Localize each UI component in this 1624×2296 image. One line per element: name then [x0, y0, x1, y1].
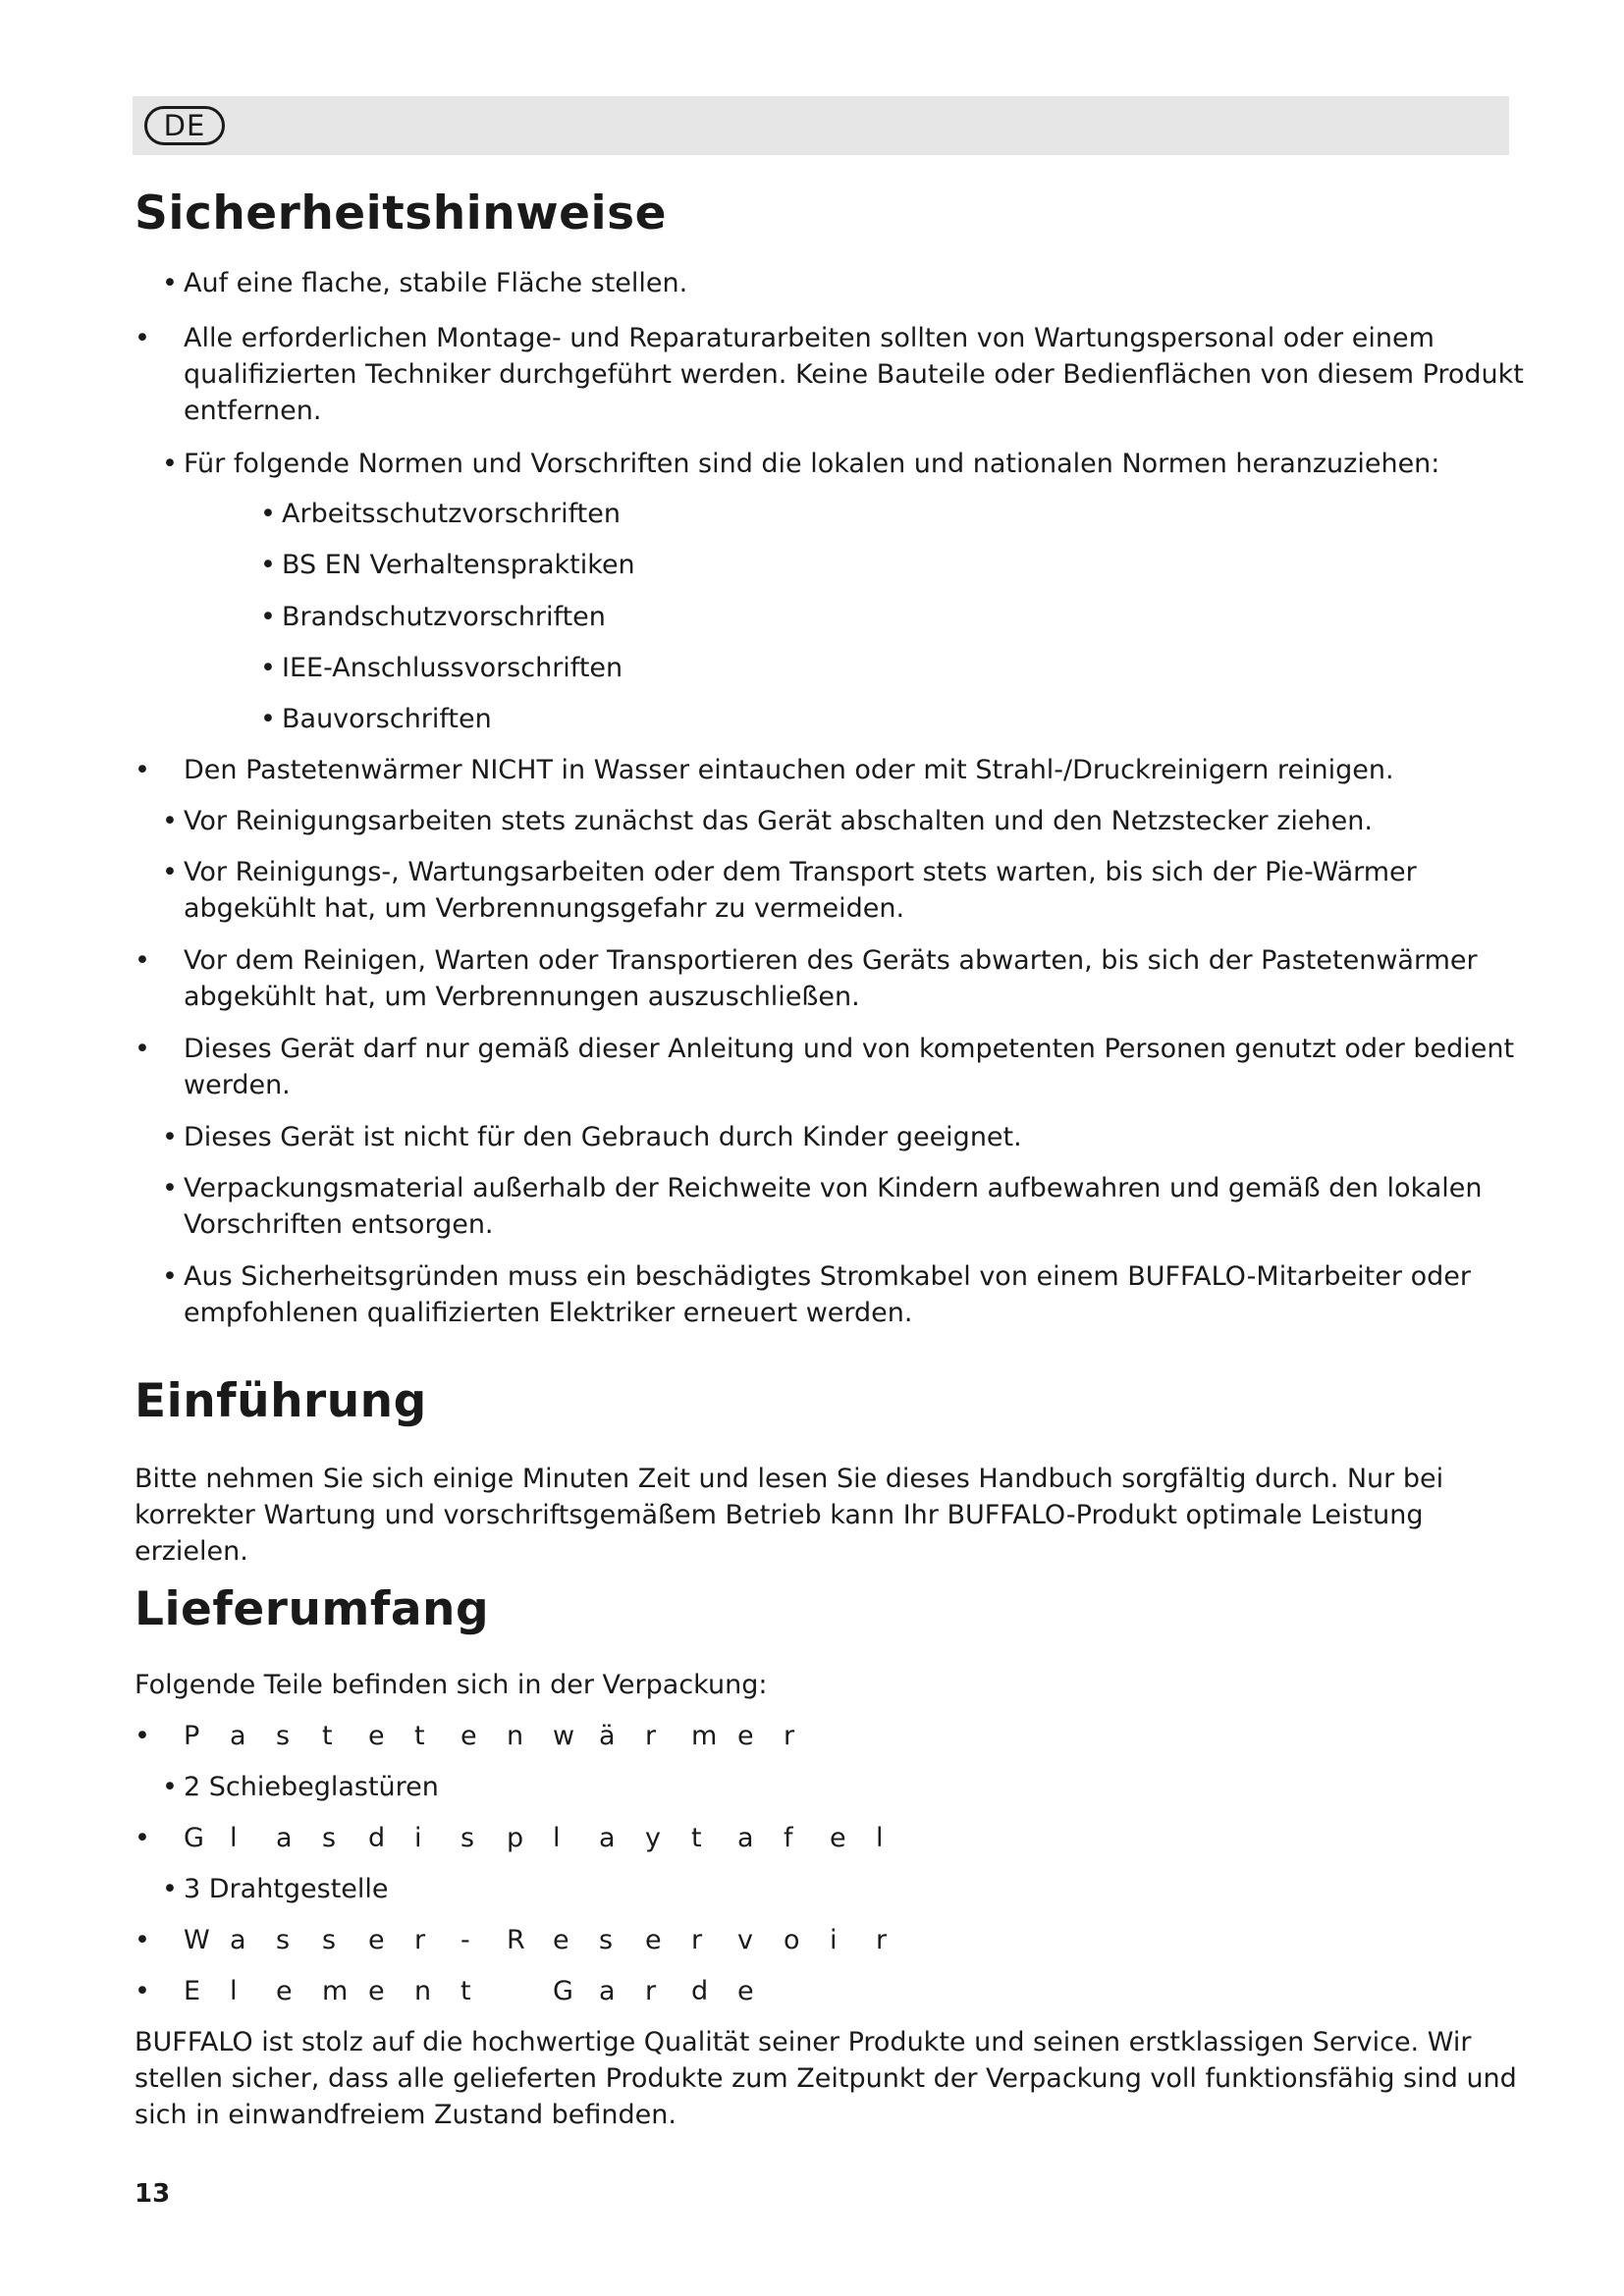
spaced-letter: W [184, 1925, 210, 1955]
contents-item-text: 3 Drahtgestelle [184, 1874, 389, 1904]
safety-sub-item [233, 599, 606, 635]
bullet: • [135, 1823, 150, 1853]
safety-item [135, 1119, 1022, 1155]
spaced-letter: e [737, 1976, 754, 2006]
safety-item [135, 1170, 1489, 1243]
spaced-letter: s [276, 1721, 291, 1751]
safety-sub-item-text: Arbeitsschutzvorschriften [282, 499, 621, 529]
spaced-letter: e [368, 1976, 385, 2006]
intro-paragraph: Bitte nehmen Sie sich einige Minuten Zeit und lesen Sie dieses Handbuch sorgfältig durch. Nur bei korrekter Wartung und vorschriftsgemäßem Betrieb kann Ihr BUFFALO-Produkt optimale Leistung erzielen. [135, 1464, 1444, 1567]
safety-item-text: Vor Reinigungs-, Wartungsarbeiten oder dem Transport stets warten, bis sich der Pie-Wärmer abgekühlt hat, um Verbrennungsgefahr zu vermeiden. [184, 857, 1417, 924]
contents-lead: Folgende Teile befinden sich in der Verpackung: [135, 1670, 768, 1700]
spaced-letter: t [414, 1721, 425, 1751]
language-badge: DE [144, 106, 225, 145]
bullet: • [162, 1261, 178, 1292]
spaced-letter: n [507, 1721, 524, 1751]
language-bar [133, 96, 1509, 155]
spaced-letter: a [276, 1823, 293, 1853]
spaced-letter: R [507, 1925, 525, 1955]
safety-sub-item-text: Brandschutzvorschriften [282, 602, 606, 632]
spaced-letter: i [414, 1823, 422, 1853]
bullet: • [260, 602, 276, 632]
bullet: • [135, 323, 150, 353]
spaced-letter: a [230, 1925, 246, 1955]
bullet: • [162, 1173, 178, 1203]
bullet: • [135, 1721, 150, 1751]
spaced-letter: f [784, 1823, 793, 1853]
bullet: • [135, 945, 150, 976]
spaced-letter: - [460, 1925, 470, 1955]
contents-item [135, 1973, 784, 2009]
spaced-letter: r [784, 1721, 795, 1751]
spaced-letter: a [230, 1721, 246, 1751]
spaced-letter: e [737, 1721, 754, 1751]
safety-item-text: Vor Reinigungsarbeiten stets zunächst das Gerät abschalten und den Netzstecker ziehen. [184, 806, 1373, 836]
safety-sub-item [233, 650, 623, 686]
spaced-letter: r [691, 1925, 703, 1955]
spaced-letter: l [230, 1823, 238, 1853]
spaced-letter: a [599, 1976, 616, 2006]
spaced-letter: p [507, 1823, 524, 1853]
spaced-letter: P [184, 1721, 200, 1751]
spaced-letter: r [645, 1976, 657, 2006]
bullet: • [135, 1976, 150, 2006]
spaced-letter: e [830, 1823, 846, 1853]
contents-item-text [184, 1922, 922, 1958]
safety-item [135, 320, 1568, 429]
contents-item-text [184, 1820, 922, 1856]
bullet: • [162, 1122, 178, 1152]
spaced-letter: l [553, 1823, 561, 1853]
spaced-letter: s [276, 1925, 291, 1955]
safety-item [135, 942, 1509, 1015]
spaced-letter [507, 1973, 553, 2009]
spaced-letter: a [737, 1823, 754, 1853]
safety-item-text: Alle erforderlichen Montage- und Reparaturarbeiten sollten von Wartungspersonal oder einem qualifizierten Techniker durchgeführt werden. Keine Bauteile oder Bedienflächen von diesem Produkt entfernen. [184, 323, 1524, 426]
contents-item-text: 2 Schiebeglastüren [184, 1772, 439, 1802]
spaced-letter: v [737, 1925, 753, 1955]
spaced-letter: e [368, 1925, 385, 1955]
bullet: • [260, 704, 276, 734]
contents-item [135, 1769, 439, 1805]
bullet: • [260, 550, 276, 580]
bullet: • [162, 857, 178, 887]
spaced-letter: l [876, 1823, 884, 1853]
contents-item [135, 1820, 922, 1856]
safety-sub-item [233, 496, 621, 532]
safety-sub-item-text: Bauvorschriften [282, 704, 492, 734]
safety-item [135, 446, 1439, 482]
safety-item-text: Verpackungsmaterial außerhalb der Reichweite von Kindern aufbewahren und gemäß den lokalen Vorschriften entsorgen. [184, 1173, 1483, 1240]
spaced-letter: e [368, 1721, 385, 1751]
safety-item-text: Vor dem Reinigen, Warten oder Transportieren des Geräts abwarten, bis sich der Pastetenwärmer abgekühlt hat, um Verbrennungen auszuschließen. [184, 945, 1478, 1012]
safety-item [135, 1258, 1489, 1331]
safety-item-text: Dieses Gerät darf nur gemäß dieser Anleitung und von kompetenten Personen genutzt oder bedient werden. [184, 1034, 1515, 1100]
spaced-letter: i [830, 1925, 838, 1955]
bullet: • [162, 449, 178, 479]
safety-sub-item [233, 547, 635, 583]
bullet: • [162, 1874, 178, 1904]
contents-item [135, 1871, 389, 1907]
spaced-letter: E [184, 1976, 201, 2006]
safety-item-text: Aus Sicherheitsgründen muss ein beschädigtes Stromkabel von einem BUFFALO-Mitarbeiter oder empfohlenen qualifizierten Elektriker erneuert werden. [184, 1261, 1471, 1328]
spaced-letter: t [322, 1721, 333, 1751]
safety-sub-item [233, 701, 492, 737]
bullet: • [135, 1925, 150, 1955]
safety-sub-item-text: BS EN Verhaltenspraktiken [282, 550, 635, 580]
spaced-letter: y [645, 1823, 661, 1853]
section-title-contents: Lieferumfang [135, 1582, 490, 1636]
safety-item-text: Auf eine flache, stabile Fläche stellen. [184, 268, 688, 298]
spaced-letter: ä [599, 1721, 616, 1751]
spaced-letter: d [368, 1823, 386, 1853]
bullet: • [135, 755, 150, 785]
contents-closing-paragraph: BUFFALO ist stolz auf die hochwertige Qualität seiner Produkte und seinen erstklassigen Service. Wir stellen sicher, dass alle gelieferten Produkte zum Zeitpunkt der Verpackung voll funktionsfähig sind und sich in einwandfreiem Zustand befinden. [135, 2027, 1517, 2130]
bullet: • [162, 806, 178, 836]
bullet: • [260, 653, 276, 683]
contents-item [135, 1922, 922, 1958]
section-title-safety: Sicherheitshinweise [135, 187, 668, 240]
spaced-letter: o [784, 1925, 800, 1955]
contents-item-text [184, 1718, 830, 1754]
spaced-letter: r [876, 1925, 888, 1955]
safety-item [135, 752, 1568, 788]
safety-item-text: Den Pastetenwärmer NICHT in Wasser eintauchen oder mit Strahl-/Druckreinigern reinigen. [184, 755, 1394, 785]
spaced-letter: m [691, 1721, 718, 1751]
contents-item-text [184, 1973, 784, 2009]
bullet: • [162, 1772, 178, 1802]
spaced-letter: s [599, 1925, 614, 1955]
safety-item-text: Für folgende Normen und Vorschriften sind die lokalen und nationalen Normen heranzuziehen: [184, 449, 1440, 479]
spaced-letter: t [691, 1823, 702, 1853]
safety-item [135, 1031, 1539, 1103]
safety-item [135, 854, 1489, 927]
bullet: • [135, 1034, 150, 1064]
section-title-intro: Einführung [135, 1374, 427, 1428]
spaced-letter: w [553, 1721, 575, 1751]
safety-sub-item-text: IEE-Anschlussvorschriften [282, 653, 623, 683]
spaced-letter: e [276, 1976, 293, 2006]
spaced-letter: r [645, 1721, 657, 1751]
spaced-letter: n [414, 1976, 432, 2006]
safety-item [135, 803, 1373, 839]
spaced-letter: m [322, 1976, 349, 2006]
safety-item-text: Dieses Gerät ist nicht für den Gebrauch durch Kinder geeignet. [184, 1122, 1022, 1152]
spaced-letter: e [460, 1721, 477, 1751]
spaced-letter: d [691, 1976, 709, 2006]
bullet: • [162, 268, 178, 298]
page-number: 13 [135, 2179, 171, 2209]
spaced-letter: s [322, 1925, 337, 1955]
spaced-letter: e [553, 1925, 569, 1955]
bullet: • [260, 499, 276, 529]
contents-item [135, 1718, 830, 1754]
spaced-letter: t [460, 1976, 471, 2006]
spaced-letter: G [553, 1976, 573, 2006]
spaced-letter: r [414, 1925, 426, 1955]
spaced-letter: G [184, 1823, 204, 1853]
spaced-letter: e [645, 1925, 662, 1955]
spaced-letter: s [322, 1823, 337, 1853]
spaced-letter: a [599, 1823, 616, 1853]
spaced-letter: l [230, 1976, 238, 2006]
safety-item [135, 265, 687, 301]
spaced-letter: s [460, 1823, 475, 1853]
